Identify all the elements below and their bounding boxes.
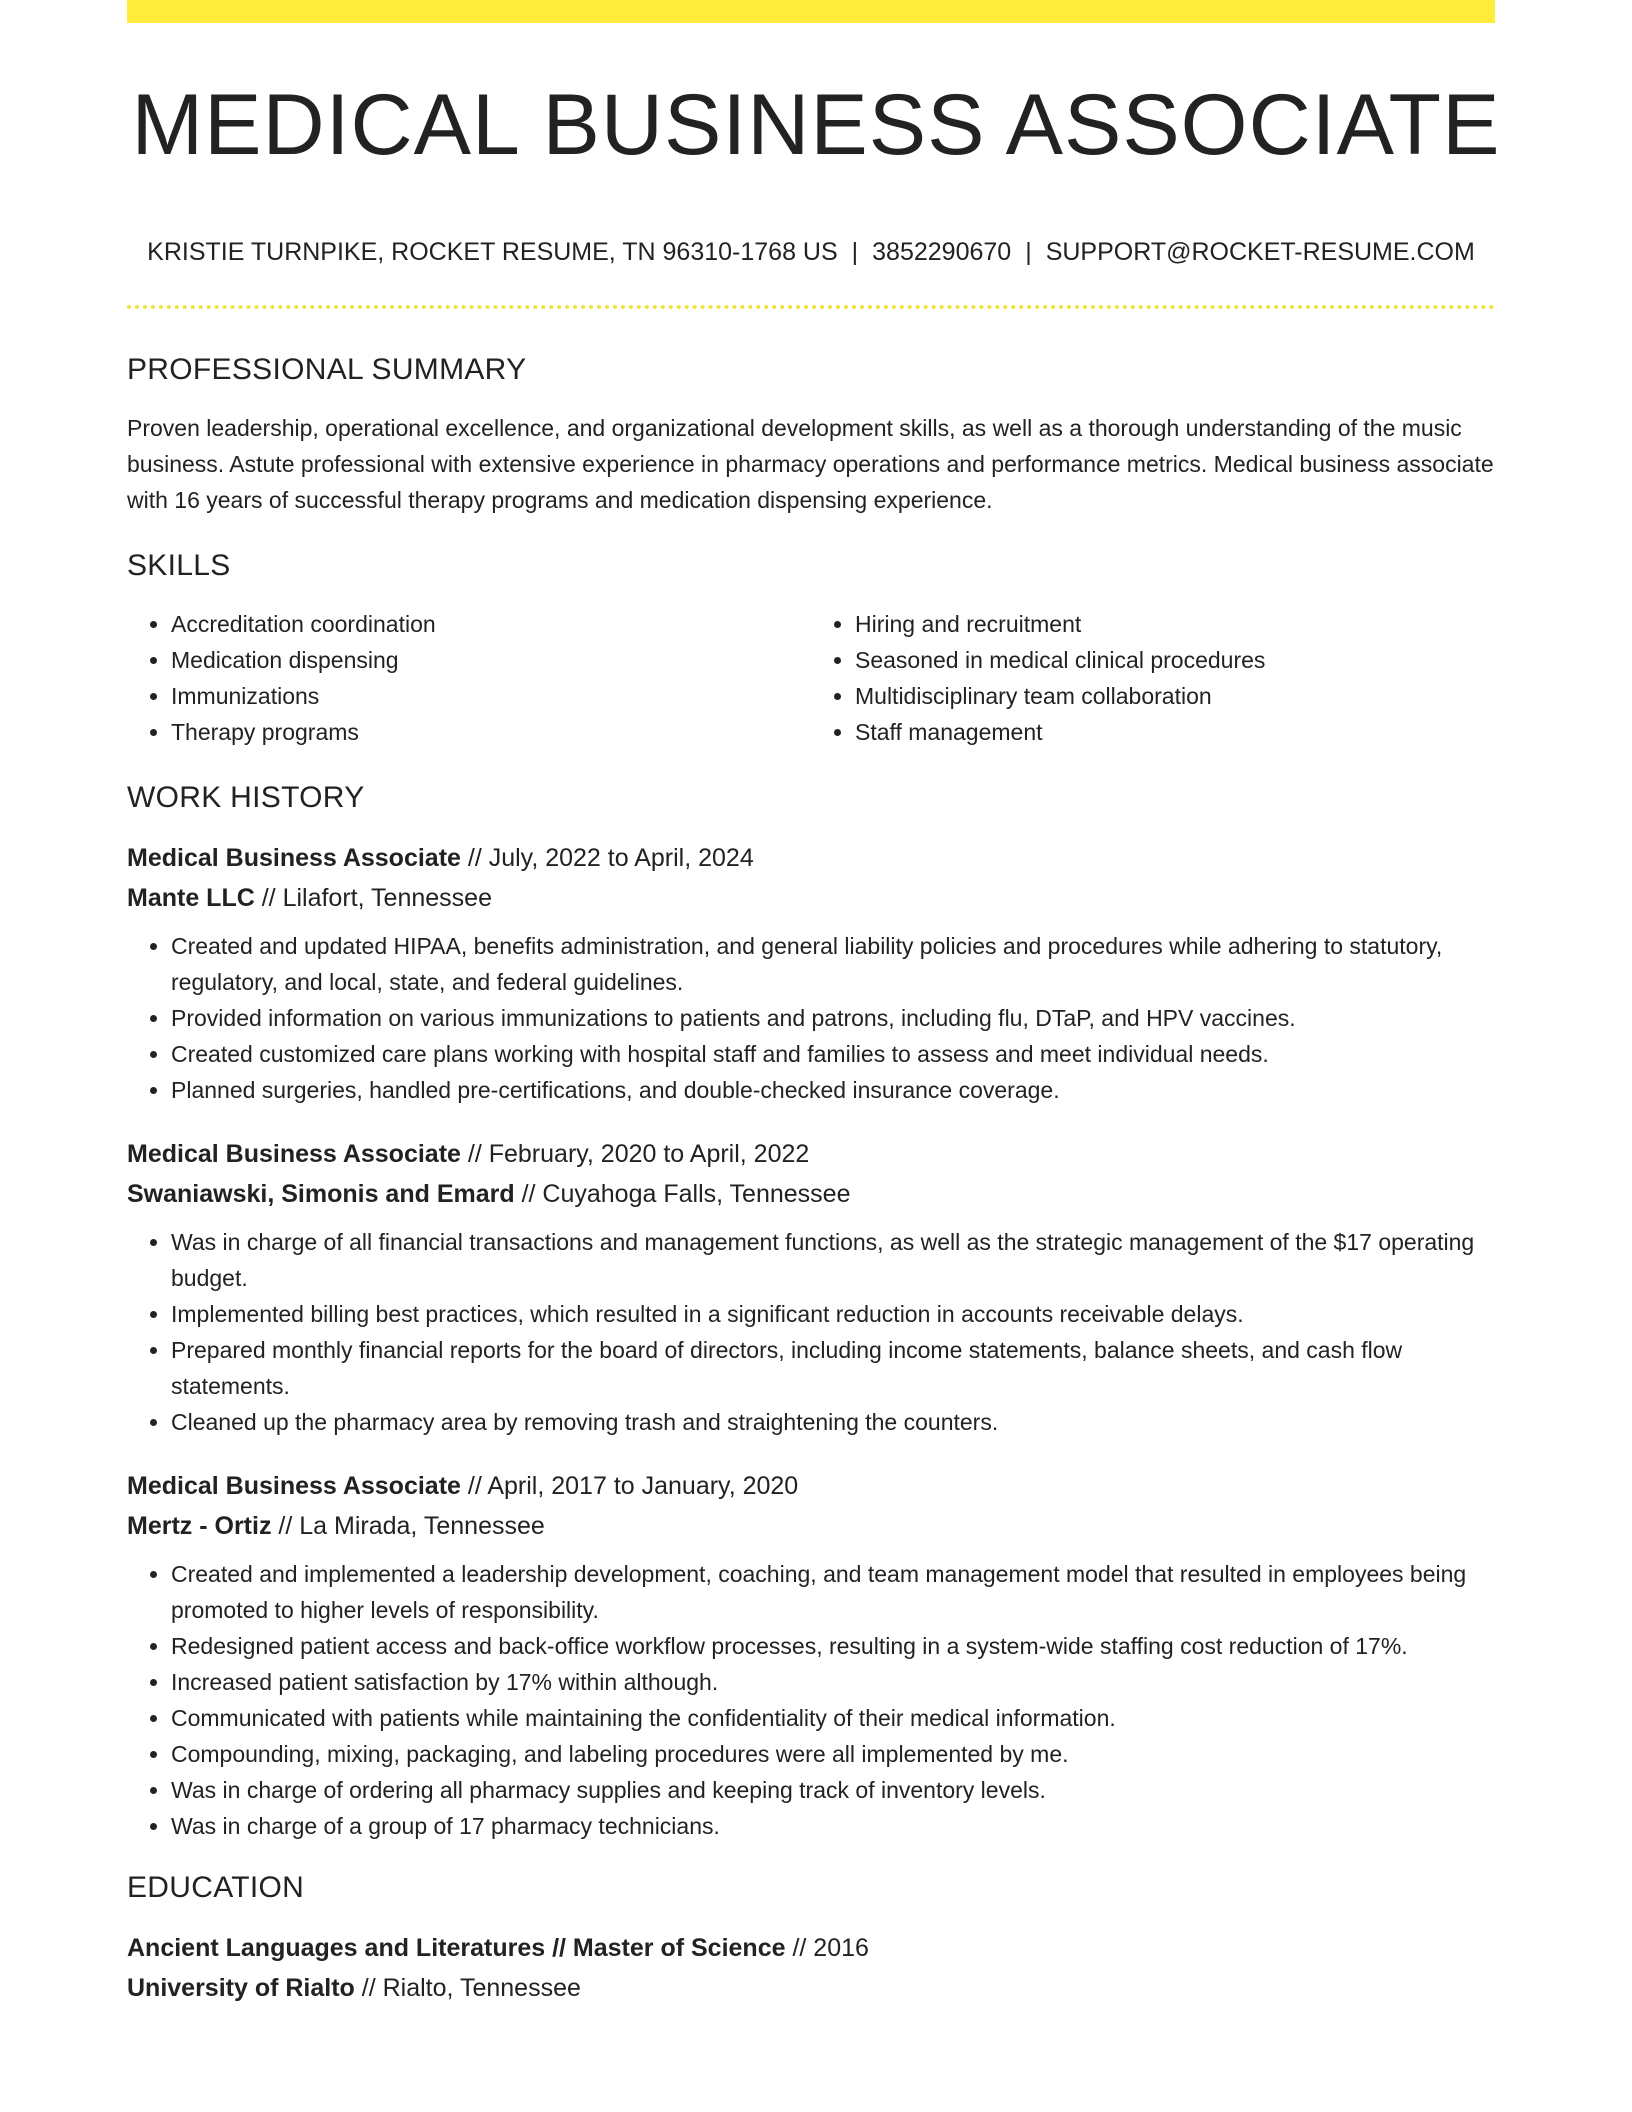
education-school: University of Rialto [127, 1974, 355, 2002]
contact-email: SUPPORT@ROCKET-RESUME.COM [1045, 238, 1475, 266]
job-dates: // April, 2017 to January, 2020 [467, 1472, 799, 1500]
job-company-line [127, 1506, 1495, 1546]
job-company: Swaniawski, Simonis and Emard [127, 1180, 515, 1208]
job-company-line [127, 878, 1495, 918]
job-bullet: • Redesigned patient access and back-office workflow processes, resulting in a system-wide staffing cost reduction of 17%. [171, 1628, 1495, 1664]
skills-section [127, 548, 1495, 750]
job-location: // Cuyahoga Falls, Tennessee [521, 1180, 851, 1208]
job-dates: // July, 2022 to April, 2024 [467, 844, 754, 872]
job-location: // La Mirada, Tennessee [278, 1512, 545, 1540]
skill-item: • Staff management [855, 714, 1495, 750]
education-heading: EDUCATION [127, 1871, 305, 1904]
job-bullet: • Cleaned up the pharmacy area by removing trash and straightening the counters. [171, 1404, 1495, 1440]
skills-columns [127, 606, 1495, 750]
job-bullet: • Compounding, mixing, packaging, and labeling procedures were all implemented by me. [171, 1736, 1495, 1772]
summary-heading: PROFESSIONAL SUMMARY [127, 353, 527, 386]
skills-right-list [811, 606, 1495, 750]
job-bullet: • Communicated with patients while maintaining the confidentiality of their medical information. [171, 1700, 1495, 1736]
job-bullets [127, 1556, 1495, 1844]
contact-line [127, 238, 1495, 267]
skill-item: • Medication dispensing [171, 642, 811, 678]
job-bullet: • Created and implemented a leadership development, coaching, and team management model that resulted in employees being promoted to higher levels of responsibility. [171, 1556, 1495, 1628]
job-title-line [127, 838, 1495, 878]
skills-heading: SKILLS [127, 549, 231, 582]
contact-address: KRISTIE TURNPIKE, ROCKET RESUME, TN 96310-1768 US [147, 238, 838, 266]
job-entry [127, 1134, 1495, 1440]
resume-content [127, 352, 1495, 2008]
skill-item: • Immunizations [171, 678, 811, 714]
skill-item: • Seasoned in medical clinical procedures [855, 642, 1495, 678]
job-title-line [127, 1134, 1495, 1174]
contact-separator: | [1025, 238, 1032, 266]
job-entry [127, 838, 1495, 1108]
job-title: Medical Business Associate [127, 1140, 461, 1168]
skills-left-list [127, 606, 811, 750]
job-dates: // February, 2020 to April, 2022 [467, 1140, 810, 1168]
work-history-heading: WORK HISTORY [127, 781, 365, 814]
accent-bar [127, 0, 1495, 23]
skill-item: • Accreditation coordination [171, 606, 811, 642]
job-bullet: • Provided information on various immunizations to patients and patrons, including flu, DTaP, and HPV vaccines. [171, 1000, 1495, 1036]
job-company-line [127, 1174, 1495, 1214]
job-bullet: • Was in charge of all financial transactions and management functions, as well as the strategic management of the $17 operating budget. [171, 1224, 1495, 1296]
contact-separator: | [851, 238, 859, 266]
education-section [127, 1870, 1495, 2008]
education-location: // Rialto, Tennessee [361, 1974, 581, 2002]
education-school-line [127, 1968, 1495, 2008]
job-bullet: • Created customized care plans working with hospital staff and families to assess and meet individual needs. [171, 1036, 1495, 1072]
job-company: Mante LLC [127, 884, 255, 912]
job-location: // Lilafort, Tennessee [261, 884, 492, 912]
job-entry [127, 1466, 1495, 1844]
job-title-line [127, 1466, 1495, 1506]
dotted-divider [127, 305, 1495, 309]
work-history-section [127, 780, 1495, 1844]
job-bullet: • Created and updated HIPAA, benefits administration, and general liability policies and procedures while adhering to statutory, regulatory, and local, state, and federal guidelines. [171, 928, 1495, 1000]
contact-phone: 3852290670 [872, 238, 1012, 266]
job-title: Medical Business Associate [127, 1472, 461, 1500]
summary-text: Proven leadership, operational excellence, and organizational development skills, as well as a thorough understanding of the music business. Astute professional with extensive experience in pharmacy operations and performance metrics. Medical business associate with 16 years of successful therapy programs and medication dispensing experience. [127, 415, 1494, 513]
summary-section [127, 352, 1495, 518]
skill-item: • Multidisciplinary team collaboration [855, 678, 1495, 714]
job-bullets [127, 928, 1495, 1108]
job-bullet: • Increased patient satisfaction by 17% within although. [171, 1664, 1495, 1700]
education-degree: Ancient Languages and Literatures // Master of Science [127, 1934, 786, 1962]
education-degree-line [127, 1928, 1495, 1968]
job-bullet: • Was in charge of ordering all pharmacy supplies and keeping track of inventory levels. [171, 1772, 1495, 1808]
resume-title: MEDICAL BUSINESS ASSOCIATE [131, 77, 1501, 173]
skill-item: • Therapy programs [171, 714, 811, 750]
job-bullet: • Implemented billing best practices, which resulted in a significant reduction in accounts receivable delays. [171, 1296, 1495, 1332]
job-bullet: • Planned surgeries, handled pre-certifications, and double-checked insurance coverage. [171, 1072, 1495, 1108]
education-year: // 2016 [792, 1934, 869, 1962]
job-bullets [127, 1224, 1495, 1440]
skill-item: • Hiring and recruitment [855, 606, 1495, 642]
job-bullet: • Prepared monthly financial reports for the board of directors, including income statements, balance sheets, and cash flow statements. [171, 1332, 1495, 1404]
job-bullet: • Was in charge of a group of 17 pharmacy technicians. [171, 1808, 1495, 1844]
job-title: Medical Business Associate [127, 844, 461, 872]
job-company: Mertz - Ortiz [127, 1512, 272, 1540]
